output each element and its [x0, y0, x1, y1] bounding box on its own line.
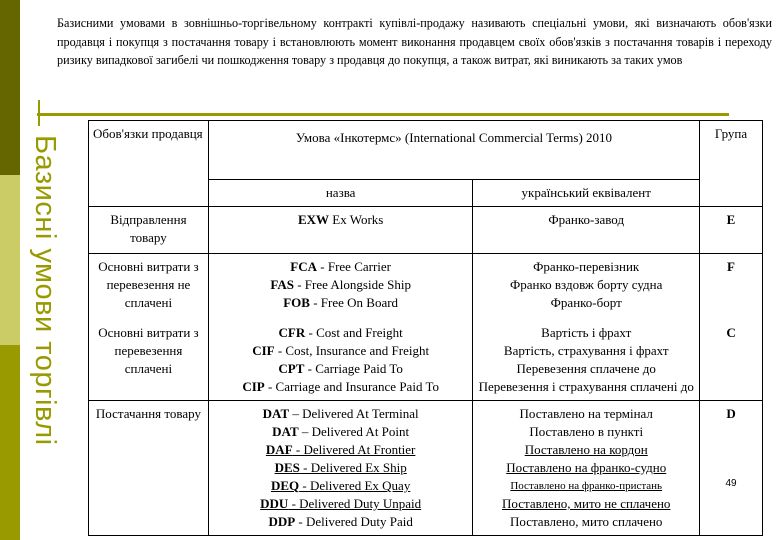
- ukrainian-item: Франко-перевізник: [533, 259, 640, 274]
- ukrainian-equivalent-list: [473, 401, 700, 536]
- term-item: [213, 378, 469, 396]
- sidebar-band-dark: [0, 0, 20, 175]
- term-list: [208, 254, 473, 317]
- header-seller-duties: Обов'язки продавця: [89, 121, 209, 207]
- term-code: CPT: [278, 361, 305, 376]
- term-item: [213, 342, 469, 360]
- term-list: [208, 207, 473, 254]
- group-cell: [700, 401, 763, 536]
- term-code: DAF: [265, 442, 293, 457]
- term-item: [213, 294, 469, 312]
- term-code: FOB: [283, 295, 310, 310]
- term-name: - Cost and Freight: [305, 325, 403, 340]
- term-item: [213, 324, 469, 342]
- group-letter: F: [727, 259, 735, 274]
- term-name: – Delivered At Point: [298, 424, 410, 439]
- group-cell: [700, 254, 763, 317]
- term-item: [213, 441, 469, 459]
- term-name: - Carriage and Insurance Paid To: [264, 379, 439, 394]
- term-code: DAT: [262, 406, 290, 421]
- sidebar-band-light: [0, 175, 20, 345]
- term-item: [213, 258, 469, 276]
- term-code: EXW: [297, 212, 330, 227]
- term-name: - Delivered Duty Paid: [295, 514, 413, 529]
- ukrainian-item: Вартість, страхування і фрахт: [503, 343, 669, 358]
- divider-horizontal: [37, 113, 729, 116]
- term-code: DES: [274, 460, 300, 475]
- incoterms-table: [88, 120, 763, 536]
- table-row: [89, 254, 763, 317]
- term-item: [213, 276, 469, 294]
- term-name: - Free Carrier: [317, 259, 392, 274]
- ukrainian-item: Поставлено на термінал: [519, 406, 653, 421]
- term-list: [208, 316, 473, 401]
- term-name: Ex Works: [329, 212, 384, 227]
- term-code: CIP: [242, 379, 265, 394]
- ukrainian-equivalent-list: [473, 207, 700, 254]
- term-name: - Delivered At Frontier: [292, 442, 416, 457]
- term-list: [208, 401, 473, 536]
- term-name: - Carriage Paid To: [304, 361, 403, 376]
- ukrainian-item: Поставлено, мито сплачено: [509, 514, 663, 529]
- term-code: FAS: [270, 277, 294, 292]
- term-item: [213, 423, 469, 441]
- term-name: - Free Alongside Ship: [293, 277, 411, 292]
- term-code: CIF: [252, 343, 275, 358]
- term-item: [213, 477, 469, 495]
- ukrainian-item: Франко вздовж борту судна: [510, 277, 663, 292]
- term-code: CFR: [278, 325, 306, 340]
- table-row: [89, 316, 763, 401]
- ukrainian-item: Перевезення сплачене до: [516, 361, 656, 376]
- term-code: DEQ: [270, 478, 300, 493]
- ukrainian-item: Поставлено в пункті: [529, 424, 644, 439]
- term-code: FCA: [290, 259, 318, 274]
- term-item: [213, 495, 469, 513]
- intro-paragraph: Базисними умовами в зовнішньо-торгівельному контракті купівлі-продажу називають спеціальні умови, які визначають обов'язки продавця і покупця з постачання товару і встановлюють момент виконання продавцем своїх обов'язків з постачання товарів і переходу ризику випадкової загибелі чи пошкодження товару з продавця до покупця, а також витрат, які виникають за таких умов: [57, 16, 772, 67]
- term-name: - Free On Board: [309, 295, 399, 310]
- table-row: [89, 207, 763, 254]
- slide-title-vertical: Базисні умови торгівлі: [29, 135, 61, 446]
- term-code: DAT: [272, 424, 299, 439]
- term-name: – Delivered At Terminal: [289, 406, 419, 421]
- term-item: [213, 459, 469, 477]
- seller-duty: Постачання товару: [89, 401, 209, 536]
- group-letter: D: [726, 406, 736, 421]
- ukrainian-item: Поставлено на кордон: [524, 442, 648, 457]
- group-letter: E: [726, 212, 736, 227]
- term-name: - Delivered Ex Ship: [299, 460, 407, 475]
- ukrainian-item: Франко-борт: [550, 295, 622, 310]
- ukrainian-item: Поставлено на франко-пристань: [510, 480, 663, 492]
- header-name: назва: [208, 180, 473, 207]
- term-code: DDP: [268, 514, 296, 529]
- term-name: - Cost, Insurance and Freight: [274, 343, 430, 358]
- sidebar-band-olive: [0, 345, 20, 540]
- seller-duty: Основні витрати з перевезення сплачені: [89, 316, 209, 401]
- ukrainian-equivalent-list: [473, 316, 700, 401]
- ukrainian-item: Поставлено, мито не сплачено: [502, 496, 671, 511]
- page-number: 49: [725, 478, 737, 489]
- ukrainian-item: Франко-завод: [548, 212, 625, 227]
- term-item: [213, 405, 469, 423]
- term-item: [213, 211, 469, 229]
- ukrainian-item: Поставлено на франко-судно: [506, 460, 667, 475]
- group-letter: C: [726, 325, 736, 340]
- term-name: - Delivered Ex Quay: [299, 478, 411, 493]
- term-code: DDU: [260, 496, 289, 511]
- term-name: - Delivered Duty Unpaid: [288, 496, 422, 511]
- term-item: [213, 360, 469, 378]
- group-cell: [700, 316, 763, 401]
- header-ukrainian: український еквівалент: [473, 180, 700, 207]
- table-row: [89, 401, 763, 536]
- seller-duty: Відправлення товару: [89, 207, 209, 254]
- term-item: [213, 513, 469, 531]
- seller-duty: Основні витрати з перевезення не сплачені: [89, 254, 209, 317]
- header-incoterms: Умова «Інкотермс» (International Commercial Terms) 2010: [208, 121, 699, 180]
- group-cell: [700, 207, 763, 254]
- ukrainian-item: Перевезення і страхування сплачені до: [478, 379, 694, 394]
- ukrainian-equivalent-list: [473, 254, 700, 317]
- header-group: Група: [700, 121, 763, 207]
- ukrainian-item: Вартість і фрахт: [541, 325, 632, 340]
